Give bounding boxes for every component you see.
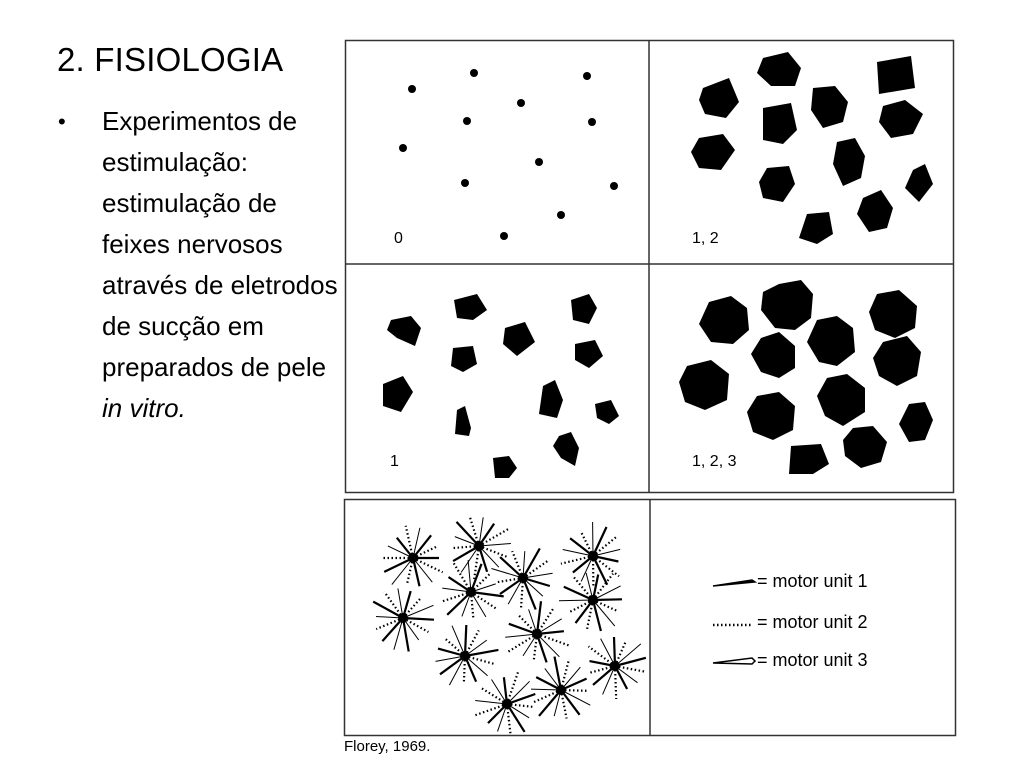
motor-unit-cell xyxy=(475,672,535,735)
bullet-text xyxy=(102,101,342,429)
panel-1-2 xyxy=(691,52,933,247)
panel-1-2-label: 1, 2 xyxy=(692,230,719,247)
slide-title: 2. FISIOLOGIA xyxy=(57,41,284,78)
panel-1 xyxy=(383,294,619,478)
panel-1-2-cells xyxy=(691,52,933,244)
panel-1-label: 1 xyxy=(390,453,399,470)
motor-unit-cell xyxy=(451,516,511,579)
figure-caption: Florey, 1969. xyxy=(344,738,431,755)
panel-0-label: 0 xyxy=(394,230,403,247)
motor-unit-cell xyxy=(383,526,443,587)
motor-unit-cell xyxy=(531,657,590,719)
motor-unit-cell xyxy=(491,548,552,610)
panel-0-dots xyxy=(399,69,618,240)
motor-unit-cell xyxy=(561,522,620,586)
bullet-text-main: Experimentos de estimulação: estimulação de feixes nervosos através de eletrodos de sucção em preparados de pele xyxy=(102,106,338,382)
panel-overlay xyxy=(373,516,646,734)
panel-1-cells xyxy=(383,294,619,478)
legend-label-3: = motor unit 3 xyxy=(757,650,868,670)
motor-unit-cell xyxy=(589,637,646,699)
motor-unit-cell xyxy=(505,601,569,662)
legend-label-1: = motor unit 1 xyxy=(757,571,868,591)
motor-unit-figure xyxy=(343,38,959,740)
panel-0 xyxy=(394,69,618,247)
legend xyxy=(713,571,868,670)
legend-swatch-outline xyxy=(713,658,755,664)
bullet-marker: • xyxy=(58,109,66,134)
panel-1-2-3 xyxy=(679,280,933,474)
legend-item-motor-unit-3 xyxy=(713,650,868,670)
panel-1-2-3-label: 1, 2, 3 xyxy=(692,453,737,470)
legend-swatch-solid xyxy=(713,580,755,586)
legend-item-motor-unit-1 xyxy=(713,571,868,591)
legend-item-motor-unit-2 xyxy=(713,612,868,632)
motor-unit-cell xyxy=(436,625,499,685)
bullet-text-italic: in vitro. xyxy=(102,393,186,423)
motor-unit-cell xyxy=(373,588,434,651)
motor-unit-cell xyxy=(559,573,622,631)
panel-1-2-3-cells xyxy=(679,280,933,474)
legend-label-2: = motor unit 2 xyxy=(757,612,868,632)
